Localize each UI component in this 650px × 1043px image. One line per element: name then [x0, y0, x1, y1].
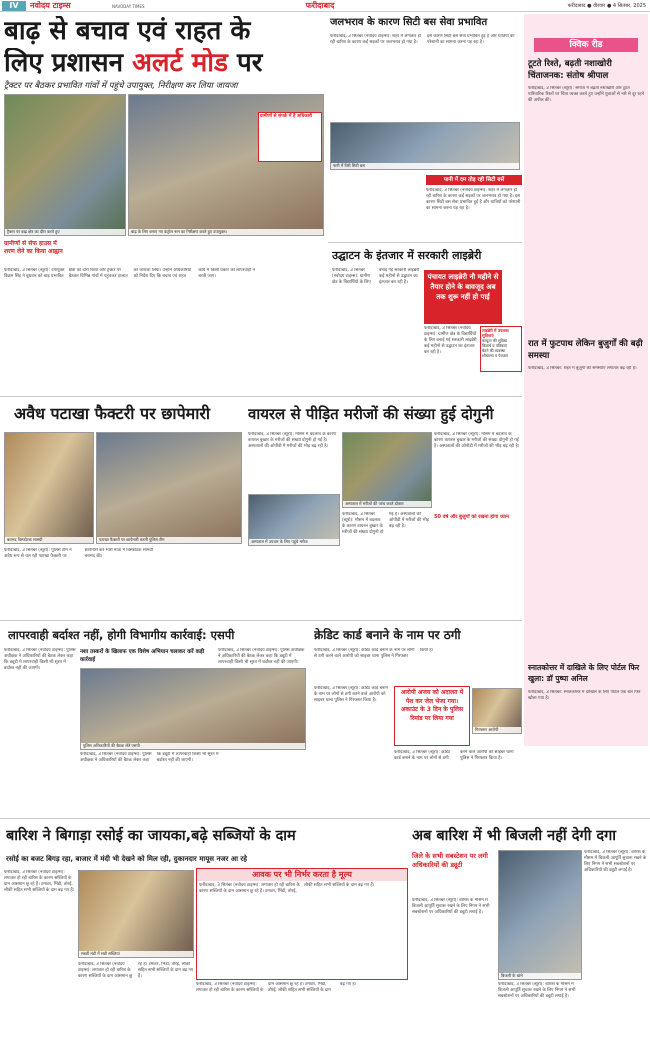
- paper-name-english: NAVODAY TIMES: [112, 4, 145, 9]
- rasoi-body-right: फरीदाबाद, 3 सितंबर (नवोदय टाइम्स): लगातार हो रही बारिश के कारण सब्जियों के दाम आसमान छू रहे हैं। टमाटर, भिंडी, तोरई, लौकी सहित सभी सब्जियों के दाम बढ़ गए हैं।: [196, 982, 357, 993]
- viral-photo-2-caption: अस्पताल में मरीजों की जांच करते डॉक्टर: [343, 501, 431, 507]
- lead-photo-2-caption: बाढ़ के लिए बनाए गए कंट्रोल रूम का निरीक्षण करते हुए उपायुक्त।: [129, 229, 323, 235]
- rasoi-price-box: [196, 868, 408, 980]
- credit-photo: [472, 688, 522, 734]
- viral-photo-2: [342, 432, 432, 508]
- library-box-item: किताबें व पत्रिकाएं: [482, 343, 507, 348]
- quick-read-item-2-headline: रात में फुटपाथ लेकिन बुजुर्गों की बढ़ी समस्या: [528, 339, 643, 361]
- viral-body-right: फरीदाबाद, 3 सितंबर (ब्यूरो): मौसम में बदलाव के कारण वायरल बुखार के मरीजों की संख्या दोगुनी हो गई है। अस्पतालों की ओपीडी में मरीजों की भीड़ बढ़ रही है।: [434, 432, 520, 449]
- masthead: [0, 0, 650, 12]
- credit-photo-caption: गिरफ्तार आरोपी: [473, 727, 521, 733]
- lead-bullet: ग्रामीणों से सेफ हाउस में शरण लेने का किया आह्वान: [4, 240, 63, 255]
- paper-name: नवोदय टाइम्स: [30, 1, 71, 10]
- lead-deck: ट्रैक्टर पर बैठकर प्रभावित गांवों में पहुंचे उपायुक्त, निरीक्षण कर लिया जायजा: [4, 81, 238, 91]
- viral-subhead: 50 वर्ष और बुजुर्गों को रखना होगा ध्यान: [434, 514, 509, 520]
- sp-subhead: नशा तस्करों के खिलाफ एक विशेष अभियान चलाकर करें कड़ी कार्रवाई: [80, 649, 205, 663]
- jalbhav-headline: जलभराव के कारण सिटी बस सेवा प्रभावित: [330, 17, 488, 28]
- jalbhav-body: फरीदाबाद, 3 सितंबर (नवोदय टाइम्स): शहर में लगातार हो रही बारिश के कारण कई सड़कों पर जलभराव हो गया है। इस कारण सिटी बस सेवा प्रभावित हुई है और यात्रियों को परेशानी का सामना करना पड़ रहा है।: [330, 34, 515, 45]
- lead-body: फरीदाबाद, 3 सितंबर (ब्यूरो): उपायुक्त विक्रम सिंह ने बुधवार को बाढ़ प्रभावित क्षेत्रों का दौरा किया और ट्रैक्टर पर बैठकर विभिन्न गांवों में पहुंचकर हालात का जायजा लिया। उन्होंने अधिकारियों को निर्देश दिए कि बचाव एवं राहत कार्य में किसी प्रकार की लापरवाही न बरती जाए।: [4, 268, 256, 279]
- fireworks-body: फरीदाबाद, 3 सितंबर (ब्यूरो): पुलिस टीम ने अवैध रूप से चल रही पटाखा फैक्टरी पर छापेमारी कर भारी मात्रा में विस्फोटक सामग्री बरामद की।: [4, 548, 153, 559]
- library-body-cont: फरीदाबाद, 3 सितंबर (नवोदय टाइम्स): ग्रामीण क्षेत्र के विद्यार्थियों के लिए बनाई गई सरकारी लाइब्रेरी कई महीनों से उद्घाटन का इंतजार कर रही है।: [424, 326, 477, 355]
- rasoi-photo-caption: सब्जी मंडी में रखी सब्जियां: [79, 951, 193, 957]
- fireworks-photo-2-caption: पटाखा फैक्टरी पर छापेमारी करती पुलिस टीम: [97, 537, 241, 543]
- jalbhav-photo-caption: पानी में घिरी सिटी बस: [331, 163, 519, 169]
- credit-headline: क्रेडिट कार्ड बनाने के नाम पर ठगी: [314, 628, 461, 642]
- section-divider: [0, 818, 650, 819]
- jalbhav-callout: पानी में दम तोड़ रही सिटी बसें: [426, 175, 522, 185]
- fireworks-photo-1: [4, 432, 94, 544]
- sp-headline: लापरवाही बर्दाश्त नहीं, होगी विभागीय कार्रवाई: एसपी: [8, 628, 235, 642]
- library-box-item: बैठने की व्यवस्था: [482, 348, 506, 353]
- viral-body: फरीदाबाद, 3 सितंबर (ब्यूरो): मौसम में बदलाव के कारण वायरल बुखार के मरीजों की संख्या दोगुनी हो गई है। अस्पतालों की ओपीडी में मरीजों की भीड़ बढ़ रही है।: [248, 432, 337, 449]
- rasoi-deck: रसोई का बजट बिगड़ रहा, बाजार में मंदी भी देखने को मिल रही, दुकानदार मायूस नजर आ रहे: [6, 855, 248, 863]
- lead-side-box: [258, 112, 322, 162]
- credit-body: फरीदाबाद, 3 सितंबर (ब्यूरो): क्रेडिट कार्ड बनाने के नाम पर लोगों से ठगी करने वाले आरोपी को साइबर थाना पुलिस ने गिरफ्तार किया है।: [314, 648, 434, 659]
- page-number-badge: IV: [2, 1, 26, 11]
- fireworks-photo-2: [96, 432, 242, 544]
- bijli-body-right: फरीदाबाद, 3 सितंबर (ब्यूरो): बारिश के मौसम में बिजली आपूर्ति सुचारू रखने के लिए निगम ने सभी सबस्टेशनों पर अधिकारियों की ड्यूटी लगाई है।: [584, 850, 647, 873]
- rasoi-body: फरीदाबाद, 3 सितंबर (नवोदय टाइम्स): लगातार हो रही बारिश के कारण सब्जियों के दाम आसमान छू रहे हैं। टमाटर, भिंडी, तोरई, लौकी सहित सभी सब्जियों के दाम बढ़ गए हैं।: [4, 870, 75, 893]
- library-box-title: लाइब्रेरी में उपलब्ध सुविधाएं: [482, 328, 509, 338]
- rasoi-price-box-text: फरीदाबाद, 3 सितंबर (नवोदय टाइम्स): लगातार हो रही बारिश के कारण सब्जियों के दाम आसमान छू रहे हैं। टमाटर, भिंडी, तोरई, लौकी सहित सभी सब्जियों के दाम बढ़ गए हैं।: [199, 883, 375, 894]
- sp-photo-caption: पुलिस अधिकारियों की बैठक लेते एसपी: [81, 743, 305, 749]
- bijli-photo-caption: बिजली के खंभे: [499, 973, 581, 979]
- credit-callout: आरोपी अजय को अदालत में पेश कर जेल भेजा गया। अकाउंट के 3 दिन के पुलिस रिमांड पर लिया गया: [394, 686, 470, 746]
- library-callout: पंचायत लाइब्रेरी नौ महीने से तैयार होने के बावजूद अब तक शुरू नहीं हो पाई: [424, 270, 502, 324]
- lead-headline-part: लिए प्रशासन: [4, 48, 133, 78]
- rasoi-body-mid: फरीदाबाद, 3 सितंबर (नवोदय टाइम्स): लगातार हो रही बारिश के कारण सब्जियों के दाम आसमान छू रहे हैं। टमाटर, भिंडी, तोरई, लौकी सहित सभी सब्जियों के दाम बढ़ गए हैं।: [78, 962, 194, 979]
- section-title: फरीदाबाद: [305, 1, 335, 10]
- quick-read-item-3-headline: स्नातकोत्तर में दाखिले के लिए पोर्टल फिर खुला: डॉ पुष्पा अनिल: [528, 663, 640, 683]
- quick-read-item-1-body: फरीदाबाद, 3 सितंबर (ब्यूरो): समाज में बढ़ती नशाखोरी और टूटते पारिवारिक रिश्तों पर चिंता व्यक्त करते हुए उन्होंने युवाओं से नशे से दूर रहने की अपील की।: [528, 86, 644, 103]
- credit-body-left: फरीदाबाद, 3 सितंबर (ब्यूरो): क्रेडिट कार्ड बनाने के नाम पर लोगों से ठगी करने वाले आरोपी को साइबर थाना पुलिस ने गिरफ्तार किया है।: [314, 686, 388, 703]
- quick-read-title: क्विक रीड: [534, 38, 638, 52]
- library-box-item: कंप्यूटर की सुविधा: [482, 338, 508, 343]
- bijli-bullet: जिले के सभी सबस्टेशन पर लगी अधिकारियों की ड्यूटी: [412, 852, 488, 869]
- viral-photo-1: [248, 494, 340, 546]
- quick-read-item-2-body: फरीदाबाद, 3 सितंबर: शहर में बुजुर्गों की समस्याएं लगातार बढ़ रही हैं।: [528, 366, 637, 371]
- sp-body-bottom: फरीदाबाद, 3 सितंबर (नवोदय टाइम्स): पुलिस अधीक्षक ने अधिकारियों की बैठक लेकर कहा कि ड्यूटी में लापरवाही किसी भी सूरत में बर्दाश्त नहीं की जाएगी।: [80, 752, 219, 763]
- jalbhav-body-cont: फरीदाबाद, 3 सितंबर (नवोदय टाइम्स): शहर में लगातार हो रही बारिश के कारण कई सड़कों पर जलभराव हो गया है। इस कारण सिटी बस सेवा प्रभावित हुई है और यात्रियों को परेशानी का सामना करना पड़ रहा है।: [426, 188, 521, 211]
- lead-headline-highlight: अलर्ट मोड: [132, 48, 228, 78]
- credit-body-right: फरीदाबाद, 3 सितंबर (ब्यूरो): क्रेडिट कार्ड बनाने के नाम पर लोगों से ठगी करने वाले आरोपी को साइबर थाना पुलिस ने गिरफ्तार किया है।: [394, 750, 514, 761]
- lead-photo-1-caption: ट्रैक्टर पर बाढ़ क्षेत्र का दौरा करते हुए: [5, 229, 125, 235]
- section-divider: [0, 620, 522, 621]
- bijli-body-bottom: फरीदाबाद, 3 सितंबर (ब्यूरो): बारिश के मौसम में बिजली आपूर्ति सुचारू रखने के लिए निगम ने सभी सबस्टेशनों पर अधिकारियों की ड्यूटी लगाई है।: [498, 982, 576, 999]
- section-divider: [328, 242, 522, 243]
- lead-side-box-title: ग्रामीणों से संपर्क में हैं अधिकारी: [260, 114, 312, 119]
- lead-headline-line-1: बाढ़ से बचाव एवं राहत के: [4, 16, 251, 46]
- lead-photo-1: [4, 94, 126, 236]
- quick-read-item-3-body: फरीदाबाद, 3 सितंबर: स्नातकोत्तर में दाखिले के लिए पोर्टल एक बार फिर खोला गया है।: [528, 690, 641, 701]
- bijli-body: फरीदाबाद, 3 सितंबर (ब्यूरो): बारिश के मौसम में बिजली आपूर्ति सुचारू रखने के लिए निगम ने सभी सबस्टेशनों पर अधिकारियों की ड्यूटी लगाई है।: [412, 898, 490, 915]
- lead-headline-line-2: [4, 48, 322, 78]
- viral-body-cont: फरीदाबाद, 3 सितंबर (ब्यूरो): मौसम में बदलाव के कारण वायरल बुखार के मरीजों की संख्या दोगुनी हो गई है। अस्पतालों की ओपीडी में मरीजों की भीड़ बढ़ रही है।: [342, 512, 429, 535]
- jalbhav-photo: [330, 122, 520, 170]
- section-divider: [0, 396, 522, 397]
- rasoi-price-box-title: आवक पर भी निर्भर करता है मूल्य: [197, 869, 407, 881]
- viral-photo-1-caption: अस्पताल में उपचार के लिए पहुंचे मरीज: [249, 539, 339, 545]
- sp-body: फरीदाबाद, 3 सितंबर (नवोदय टाइम्स): पुलिस अधीक्षक ने अधिकारियों की बैठक लेकर कहा कि ड्यूटी में लापरवाही किसी भी सूरत में बर्दाश्त नहीं की जाएगी।: [4, 648, 76, 671]
- library-facilities-box: [480, 326, 522, 372]
- quick-read-item-1-headline: टूटते रिश्ते, बढ़ती नशाखोरी चिंताजनक: संतोष श्रीपाल: [528, 59, 612, 81]
- bijli-headline: अब बारिश में भी बिजली नहीं देगी दगा: [412, 828, 617, 844]
- viral-headline: वायरल से पीड़ित मरीजों की संख्या हुई दोगुनी: [248, 405, 494, 423]
- library-box-item: शौचालय व पेयजल: [482, 353, 509, 358]
- rasoi-headline: बारिश ने बिगाड़ा रसोई का जायका,बढ़े सब्जियों के दाम: [6, 828, 296, 844]
- fireworks-headline: अवैध पटाखा फैक्टरी पर छापेमारी: [14, 404, 211, 423]
- rasoi-photo: [78, 870, 194, 958]
- library-body: फरीदाबाद, 3 सितंबर (नवोदय टाइम्स): ग्रामीण क्षेत्र के विद्यार्थियों के लिए बनाई गई सरकारी लाइब्रेरी कई महीनों से उद्घाटन का इंतजार कर रही है।: [332, 268, 420, 285]
- dateline: फरीदाबाद ● वीरवार ● 4 सितंबर, 2025: [567, 3, 646, 9]
- sp-body-right: फरीदाबाद, 3 सितंबर (नवोदय टाइम्स): पुलिस अधीक्षक ने अधिकारियों की बैठक लेकर कहा कि ड्यूटी में लापरवाही किसी भी सूरत में बर्दाश्त नहीं की जाएगी।: [218, 648, 305, 665]
- lead-headline-part: पर: [227, 48, 263, 78]
- library-headline: उद्घाटन के इंतजार में सरकारी लाइब्रेरी: [332, 249, 482, 262]
- fireworks-photo-1-caption: बरामद विस्फोटक सामग्री: [5, 537, 93, 543]
- sp-photo: [80, 668, 306, 750]
- bijli-photo: [498, 850, 582, 980]
